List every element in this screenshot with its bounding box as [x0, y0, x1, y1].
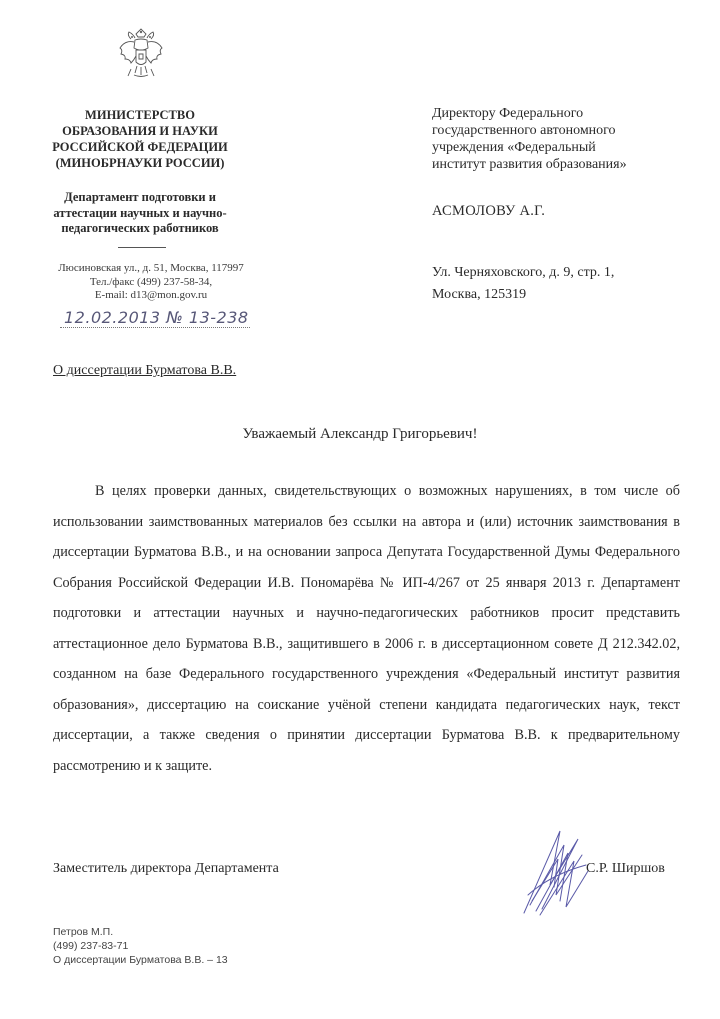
russian-coat-of-arms-icon [117, 26, 165, 86]
address-line: Ул. Черняховского, д. 9, стр. 1, [432, 265, 615, 280]
registration-underline [60, 327, 250, 328]
letter-body: В целях проверки данных, свидетельствующих о возможных нарушениях, в том числе об использовании заимствованных материалов без ссылки на автора и (или) источник заимствования в диссертации Бурматова В.В., и на основании запроса Депутата Государственной Думы Федерального Собрания Российской Федерации И.В. Пономарёва № ИП-4/267 от 25 января 2013 г. Департамент подготовки и аттестации научных и научно-педагогических работников просит представить аттестационное дело Бурматова В.В., защитившего в 2006 г. в диссертационном совете Д 212.342.02, созданном на базе Федерального государственного учреждения «Федеральный институт развития образования», диссертацию на соискание учёной степени кандидата педагогических наук, текст диссертации, а также сведения о принятии диссертации Бурматова В.В. к предварительному рассмотрению и к защите. [53, 483, 680, 774]
recipient-line: государственного автономного [432, 123, 616, 138]
signer-title: Заместитель директора Департамента [53, 861, 279, 876]
ministry-line: РОССИЙСКОЙ ФЕДЕРАЦИИ [52, 140, 228, 154]
recipient-line: Директору Федерального [432, 106, 584, 121]
recipient-line: учреждения «Федеральный [432, 140, 596, 155]
ministry-line: ОБРАЗОВАНИЯ И НАУКИ [62, 124, 218, 138]
executor-phone: (499) 237-83-71 [53, 940, 129, 952]
greeting: Уважаемый Александр Григорьевич! [242, 426, 478, 442]
recipient-name: АСМОЛОВУ А.Г. [432, 203, 546, 219]
registration-text: 12.02.2013 № 13-238 [64, 308, 249, 327]
ministry-line: МИНИСТЕРСТВО [85, 108, 195, 122]
contact-email: E-mail: d13@mon.gov.ru [94, 289, 208, 301]
signer-name: С.Р. Ширшов [586, 861, 665, 876]
address-line: Москва, 125319 [432, 287, 527, 302]
handwritten-signature [520, 825, 590, 917]
executor-info [53, 925, 228, 967]
department-line: аттестации научных и научно- [53, 205, 227, 220]
department-line: педагогических работников [61, 221, 219, 235]
sender-contacts [40, 262, 262, 303]
department-name [40, 190, 240, 237]
department-line: Департамент подготовки и [64, 190, 216, 204]
registration-number [60, 308, 250, 328]
contact-phone: Тел./факс (499) 237-58-34, [89, 275, 213, 288]
ministry-line: (МИНОБРНАУКИ РОССИИ) [55, 156, 225, 170]
document-reference: О диссертации Бурматова В.В. – 13 [53, 954, 228, 966]
recipient-block [432, 105, 702, 173]
contact-address: Люсиновская ул., д. 51, Москва, 117997 [58, 262, 244, 274]
ministry-name [40, 107, 240, 171]
letter-subject: О диссертации Бурматова В.В. [53, 363, 237, 378]
recipient-line: институт развития образования» [432, 157, 627, 172]
recipient-address [432, 262, 692, 306]
header-divider [118, 247, 166, 248]
executor-name: Петров М.П. [53, 926, 114, 938]
